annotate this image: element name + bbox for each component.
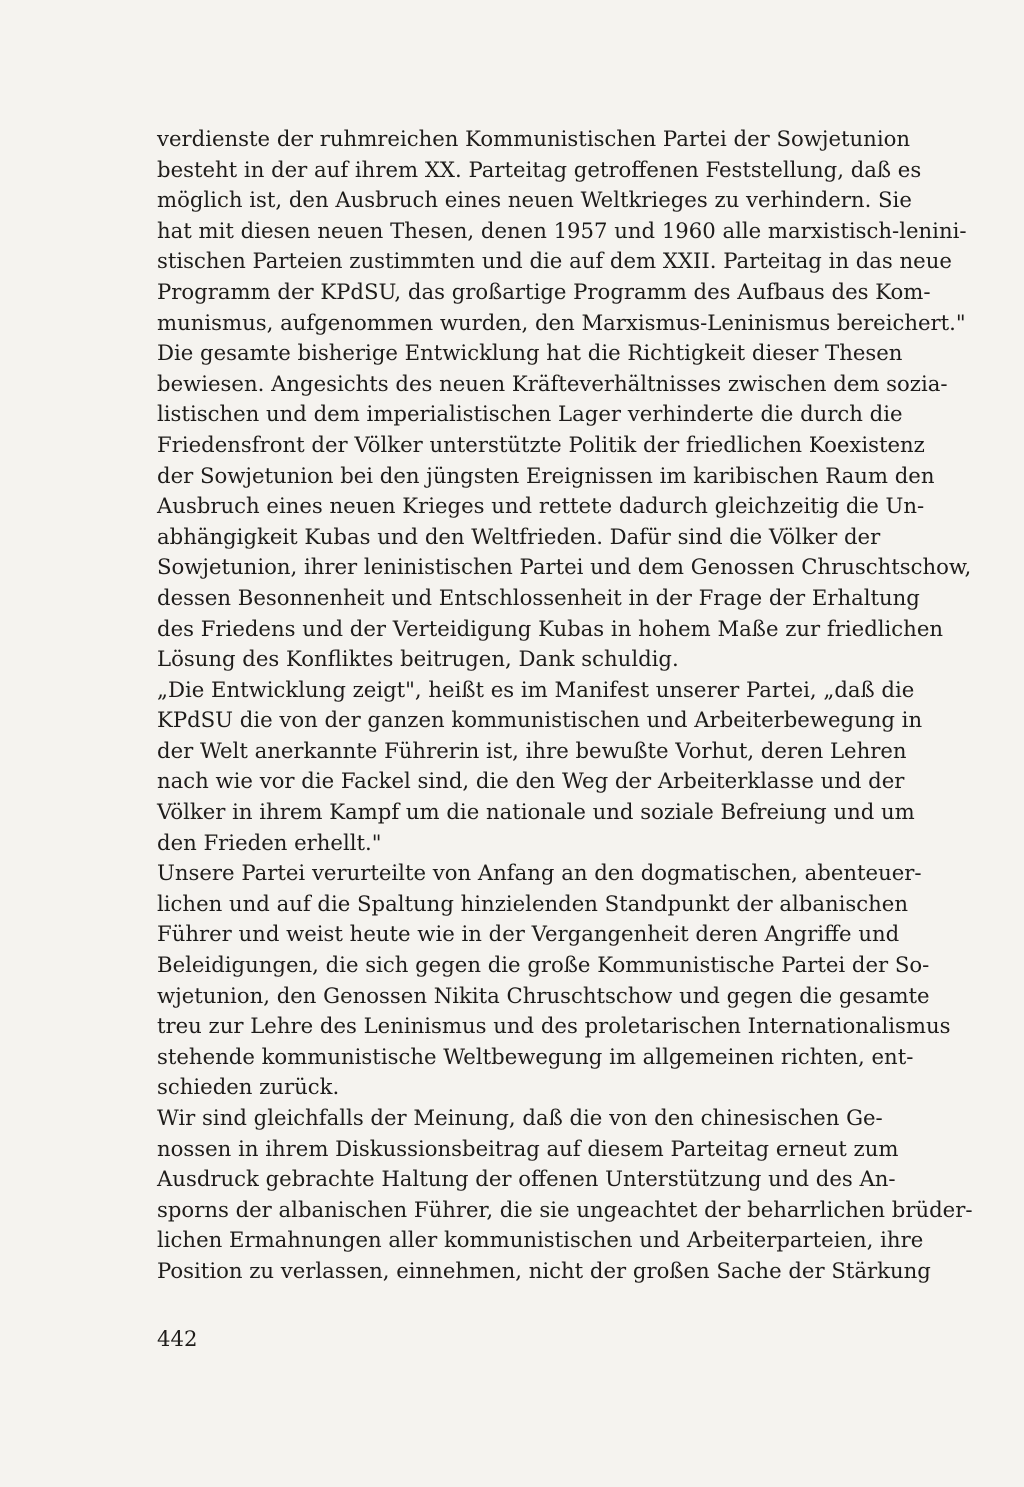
text-line: nossen in ihrem Diskussionsbeitrag auf diesem Parteitag erneut zum (157, 1135, 899, 1161)
text-line: Sowjetunion, ihrer leninistischen Partei und dem Genossen Chruschtschow, (157, 554, 972, 580)
text-line: dessen Besonnenheit und Entschlossenheit in der Frage der Erhaltung (157, 584, 920, 610)
page-number: 442 (157, 1326, 198, 1351)
text-line: Beleidigungen, die sich gegen die große Kommunistische Partei der So- (157, 952, 930, 978)
text-line: Ausdruck gebrachte Haltung der offenen Unterstützung und des An- (157, 1166, 896, 1192)
text-line: schieden zurück. (157, 1074, 340, 1100)
text-line: lichen Ermahnungen aller kommunistischen und Arbeiterparteien, ihre (157, 1227, 924, 1253)
text-line: Position zu verlassen, einnehmen, nicht der großen Sache der Stärkung (157, 1257, 931, 1283)
text-line: Lösung des Konfliktes beitrugen, Dank schuldig. (157, 646, 679, 672)
text-line: der Welt anerkannte Führerin ist, ihre bewußte Vorhut, deren Lehren (157, 737, 907, 763)
text-line: der Sowjetunion bei den jüngsten Ereignissen im karibischen Raum den (157, 462, 935, 488)
text-line: sporns der albanischen Führer, die sie ungeachtet der beharrlichen brüder- (157, 1196, 973, 1222)
text-line: Wir sind gleichfalls der Meinung, daß die von den chinesischen Ge- (157, 1105, 883, 1130)
text-line: den Frieden erhellt." (157, 829, 382, 855)
text-line: KPdSU die von der ganzen kommunistischen und Arbeiterbewegung in (157, 707, 923, 733)
text-line: nach wie vor die Fackel sind, die den Weg der Arbeiterklasse und der (157, 768, 905, 794)
text-line: Friedensfront der Völker unterstützte Politik der friedlichen Koexistenz (157, 431, 925, 457)
text-line: stischen Parteien zustimmten und die auf dem XXII. Parteitag in das neue (157, 248, 952, 274)
text-line: stehende kommunistische Weltbewegung im allgemeinen richten, ent- (157, 1043, 914, 1069)
text-line: wjetunion, den Genossen Nikita Chruschtschow und gegen die gesamte (157, 982, 930, 1008)
text-line: möglich ist, den Ausbruch eines neuen Weltkrieges zu verhindern. Sie (157, 187, 912, 213)
body-text (157, 124, 973, 1287)
text-line: Programm der KPdSU, das großartige Programm des Aufbaus des Kom- (157, 278, 931, 304)
text-line: Völker in ihrem Kampf um die nationale und soziale Befreiung und um (157, 799, 915, 825)
text-line: Unsere Partei verurteilte von Anfang an den dogmatischen, abenteuer- (157, 860, 922, 886)
text-line: „Die Entwicklung zeigt", heißt es im Manifest unserer Partei, „daß die (157, 676, 915, 702)
text-line: munismus, aufgenommen wurden, den Marxismus-Leninismus bereichert." (157, 309, 966, 335)
text-line: lichen und auf die Spaltung hinzielenden Standpunkt der albanischen (157, 890, 908, 916)
text-line: abhängigkeit Kubas und den Weltfrieden. Dafür sind die Völker der (157, 523, 881, 549)
text-line: verdienste der ruhmreichen Kommunistischen Partei der Sowjetunion (157, 126, 910, 151)
text-line: Führer und weist heute wie in der Vergangenheit deren Angriffe und (157, 921, 900, 947)
text-line: Ausbruch eines neuen Krieges und rettete dadurch gleichzeitig die Un- (157, 493, 925, 519)
text-line: treu zur Lehre des Leninismus und des proletarischen Internationalismus (157, 1013, 951, 1039)
text-line: listischen und dem imperialistischen Lager verhinderte die durch die (157, 401, 903, 427)
text-line: bewiesen. Angesichts des neuen Kräfteverhältnisses zwischen dem sozia- (157, 370, 948, 396)
text-line: hat mit diesen neuen Thesen, denen 1957 und 1960 alle marxistisch-lenini- (157, 217, 967, 243)
text-line: des Friedens und der Verteidigung Kubas in hohem Maße zur friedlichen (157, 615, 944, 641)
text-line: besteht in der auf ihrem XX. Parteitag getroffenen Feststellung, daß es (157, 156, 922, 182)
text-line: Die gesamte bisherige Entwicklung hat die Richtigkeit dieser Thesen (157, 340, 903, 366)
